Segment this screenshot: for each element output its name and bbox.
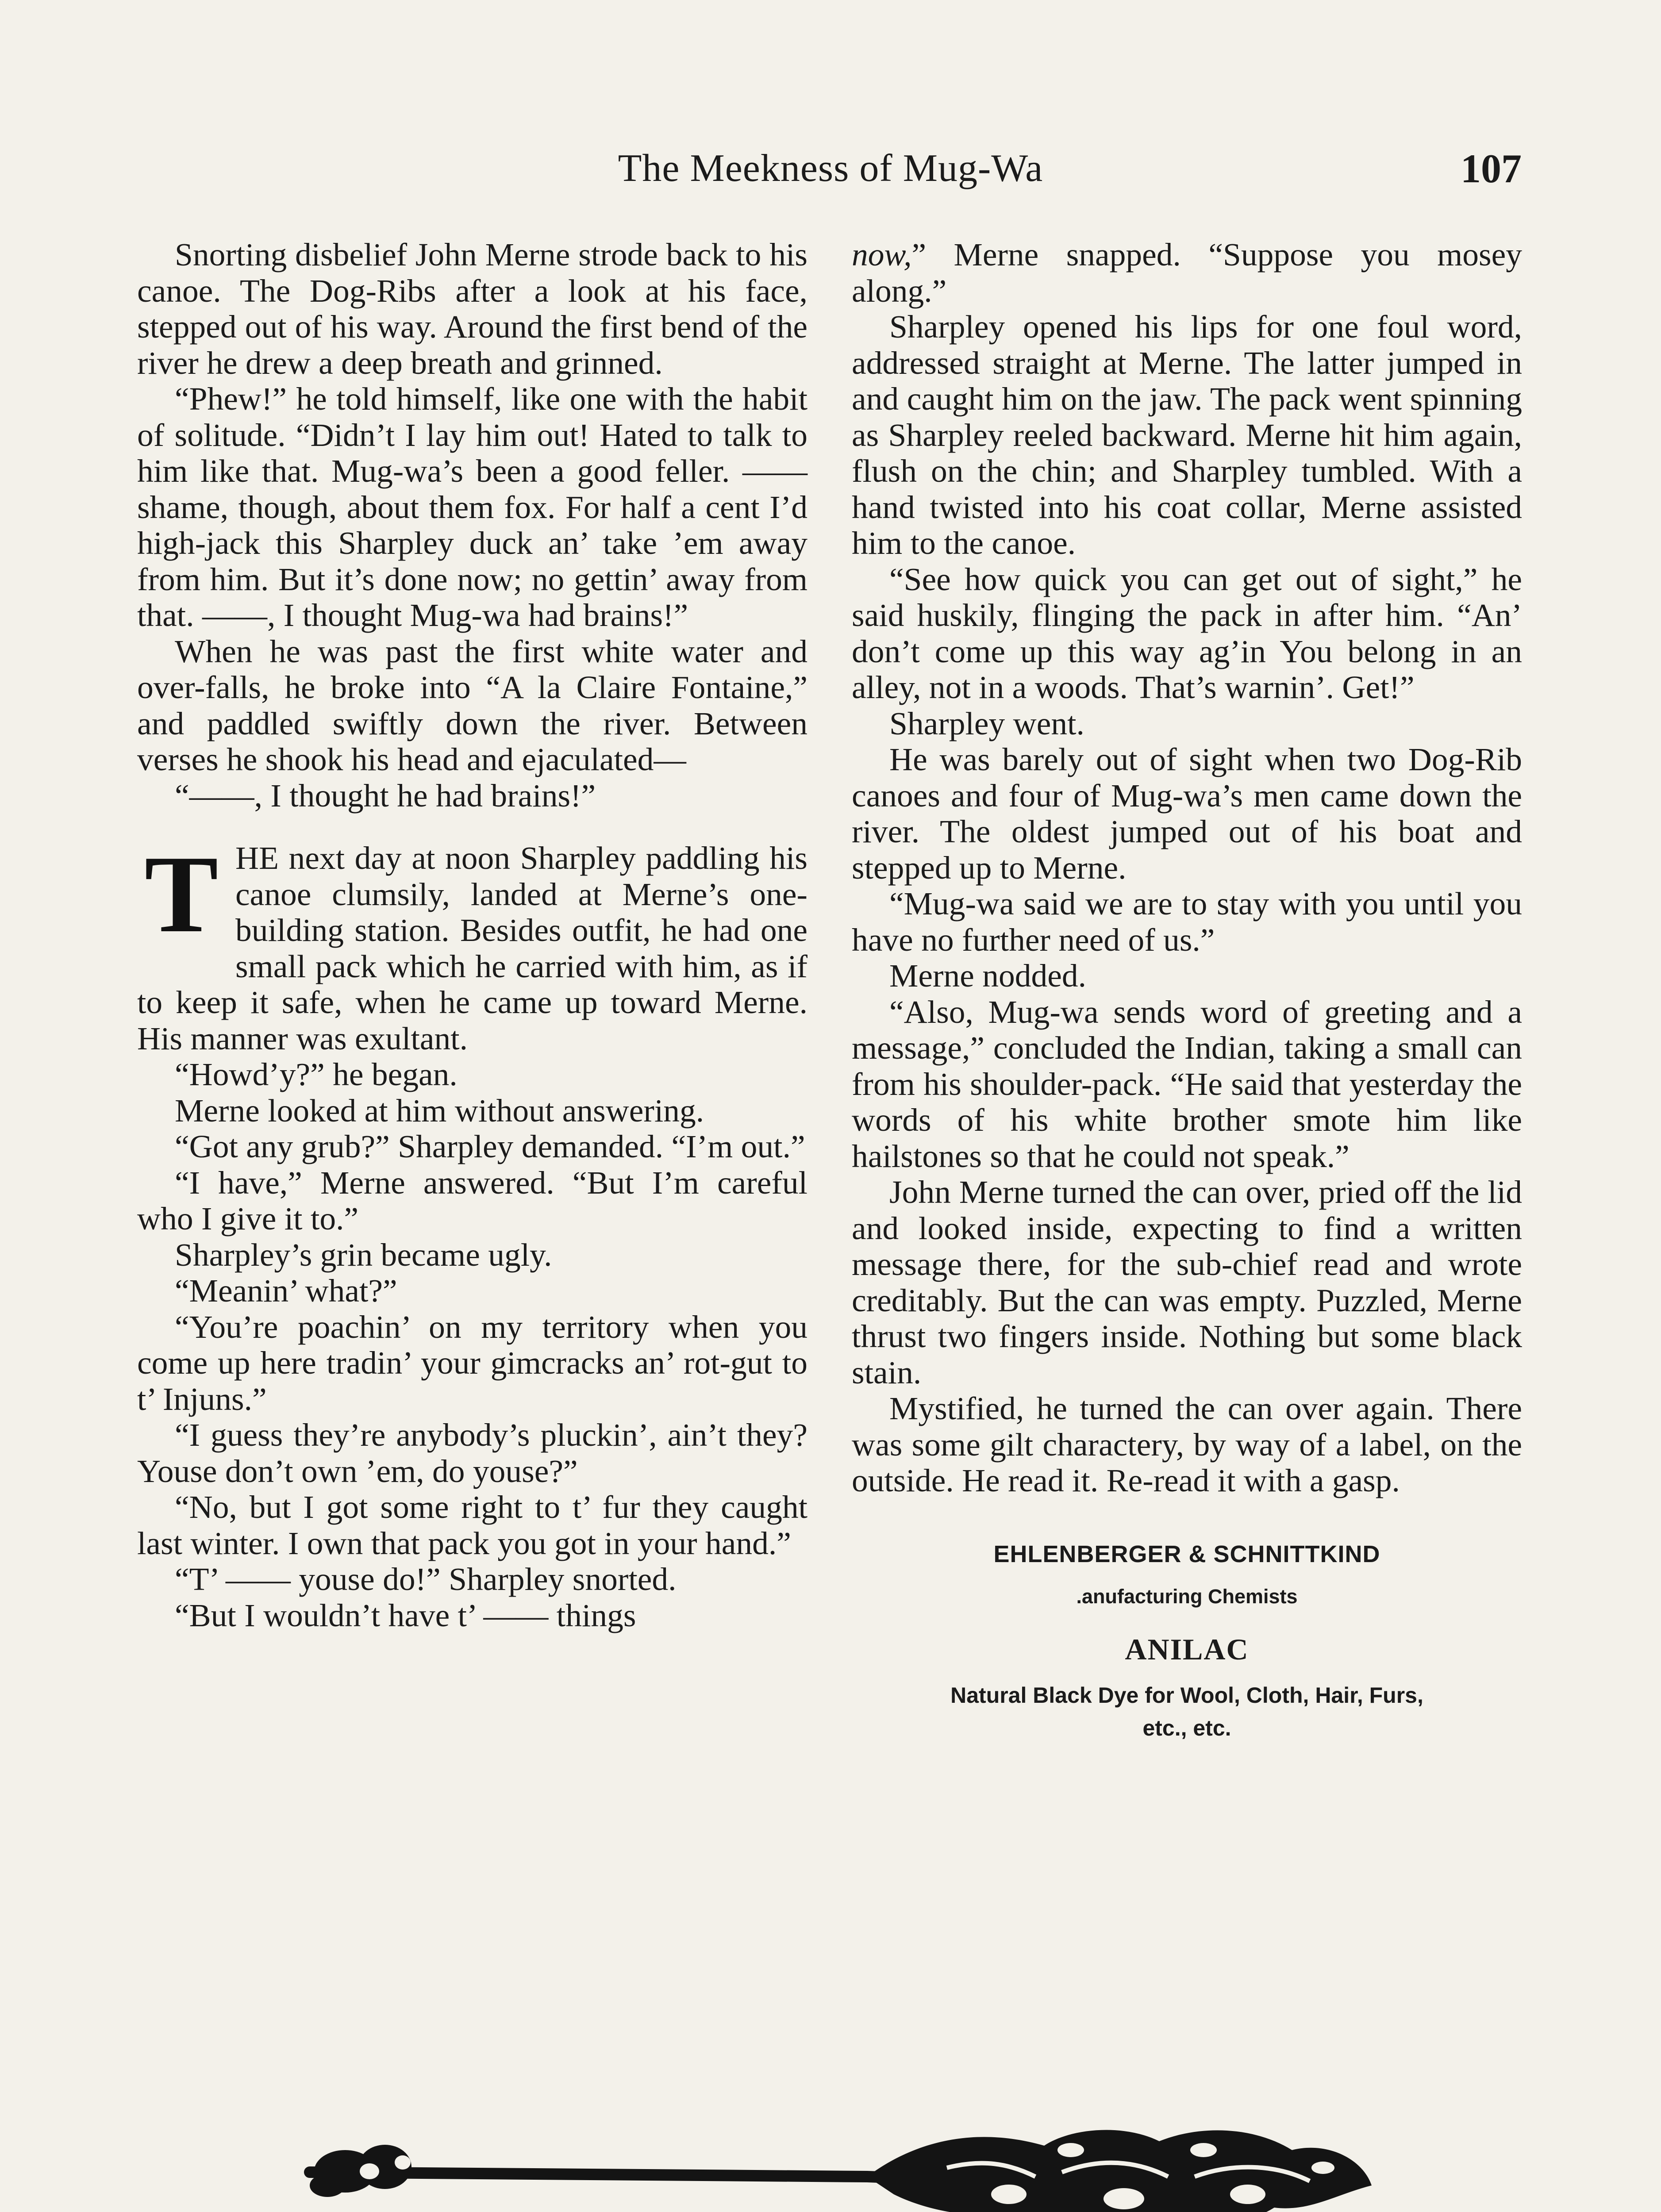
label-company: EHLENBERGER & SCHNITTKIND — [993, 1540, 1380, 1567]
paragraph: “I guess they’re anybody’s pluckin’, ain’t they? Youse don’t own ’em, do youse?” — [137, 1417, 807, 1489]
paragraph: When he was past the first white water and over-falls, he broke into “A la Claire Fontaine,” and paddled swiftly down the river. Between verses he shook his head and ejaculated— — [137, 633, 807, 777]
paragraph: “Also, Mug-wa sends word of greeting and a message,” concluded the Indian, taking a small can from his shoulder-pack. “He said that yesterday the words of his white brother smote him like hailstones so that he could not speak.” — [852, 994, 1522, 1174]
paragraph: Sharpley went. — [889, 705, 1084, 741]
paragraph — [852, 237, 1522, 309]
italic-word: now, — [852, 237, 912, 273]
paragraph: Sharpley opened his lips for one foul word, addressed straight at Merne. The latter jumped in and caught him on the jaw. The pack went spinning as Sharpley reeled backward. Merne hit him again, flush on the chin; and Sharpley tumbled. With a hand twisted into his coat collar, Merne assisted him to the canoe. — [852, 309, 1522, 561]
label-description-line: etc., etc. — [1142, 1716, 1231, 1740]
paragraph: Sharpley’s grin became ugly. — [175, 1237, 552, 1273]
label-subtitle: .anufacturing Chemists — [1076, 1585, 1298, 1608]
paragraph: John Merne turned the can over, pried off the lid and looked inside, expecting to find a written message there, for the sub-chief read and wrote creditably. But the can was empty. Puzzled, Merne thrust two fingers inside. Nothing but some black stain. — [852, 1174, 1522, 1390]
left-column — [137, 237, 807, 1633]
paragraph: “T’ —— youse do!” Sharpley snorted. — [175, 1561, 677, 1597]
paragraph: “Meanin’ what?” — [175, 1273, 397, 1309]
paragraph: “Howd’y?” he began. — [175, 1056, 458, 1092]
paragraph: Snorting disbelief John Merne strode back to his canoe. The Dog-Ribs after a look at his face, stepped out of his way. Around the first bend of the river he drew a deep breath and grinned. — [137, 237, 807, 381]
drop-cap-glyph: T — [144, 833, 219, 956]
label-description-line: Natural Black Dye for Wool, Cloth, Hair, Furs, — [950, 1683, 1423, 1708]
paragraph-text: ” Merne snapped. “Suppose you mosey along.” — [852, 237, 1522, 309]
page-number: 107 — [1461, 146, 1522, 191]
paragraph: “You’re poachin’ on my territory when you come up here tradin’ your gimcracks an’ rot-gut to t’ Injuns.” — [137, 1309, 807, 1417]
paragraph: “I have,” Merne answered. “But I’m careful who I give it to.” — [137, 1164, 807, 1237]
paragraph: “See how quick you can get out of sight,” he said huskily, flinging the pack in after him. “An’ don’t come up this way ag’in You belong in an alley, not in a woods. That’s warnin’. Get!” — [852, 561, 1522, 705]
running-title: The Meekness of Mug-Wa — [618, 147, 1043, 190]
paragraph: “Mug-wa said we are to stay with you until you have no further need of us.” — [852, 886, 1522, 958]
drop-cap-letter — [137, 833, 226, 956]
label-product: ANILAC — [1125, 1632, 1249, 1666]
paragraph: He was barely out of sight when two Dog-Rib canoes and four of Mug-wa’s men came down the river. The oldest jumped out of his boat and stepped up to Merne. — [852, 741, 1522, 886]
paragraph: “Got any grub?” Sharpley demanded. “I’m out.” — [175, 1129, 805, 1164]
section-paragraph — [137, 833, 807, 1056]
paragraph-text: HE next day at noon Sharpley paddling his canoe clumsily, landed at Merne’s one-building station. Besides outfit, he had one small pack which he carried with him, as if to keep it safe, when he came up toward Merne. His manner was exultant. — [137, 840, 807, 1056]
paragraph: Merne looked at him without answering. — [175, 1092, 704, 1129]
paragraph: Merne nodded. — [889, 958, 1086, 994]
right-column — [852, 237, 1522, 1744]
paragraph: “No, but I got some right to t’ fur they caught last winter. I own that pack you got in your hand.” — [137, 1489, 807, 1561]
can-label — [852, 1536, 1522, 1745]
paragraph: “But I wouldn’t have t’ —— things — [175, 1597, 636, 1633]
label-description — [852, 1679, 1522, 1744]
paragraph: Mystified, he turned the can over again. There was some gilt charactery, by way of a label, on the outside. He read it. Re-read it with a gasp. — [852, 1390, 1522, 1498]
paragraph: “——, I thought he had brains!” — [175, 777, 596, 814]
paragraph: “Phew!” he told himself, like one with the habit of solitude. “Didn’t I lay him out! Hated to talk to him like that. Mug-wa’s been a good feller. —— shame, though, about them fox. For half a cent I’d high-jack this Sharpley duck an’ take ’em away from him. But it’s done now; no gettin’ away from that. ——, I thought Mug-wa had brains!” — [137, 381, 807, 633]
oak-branch-ornament-icon — [292, 2110, 1380, 2212]
